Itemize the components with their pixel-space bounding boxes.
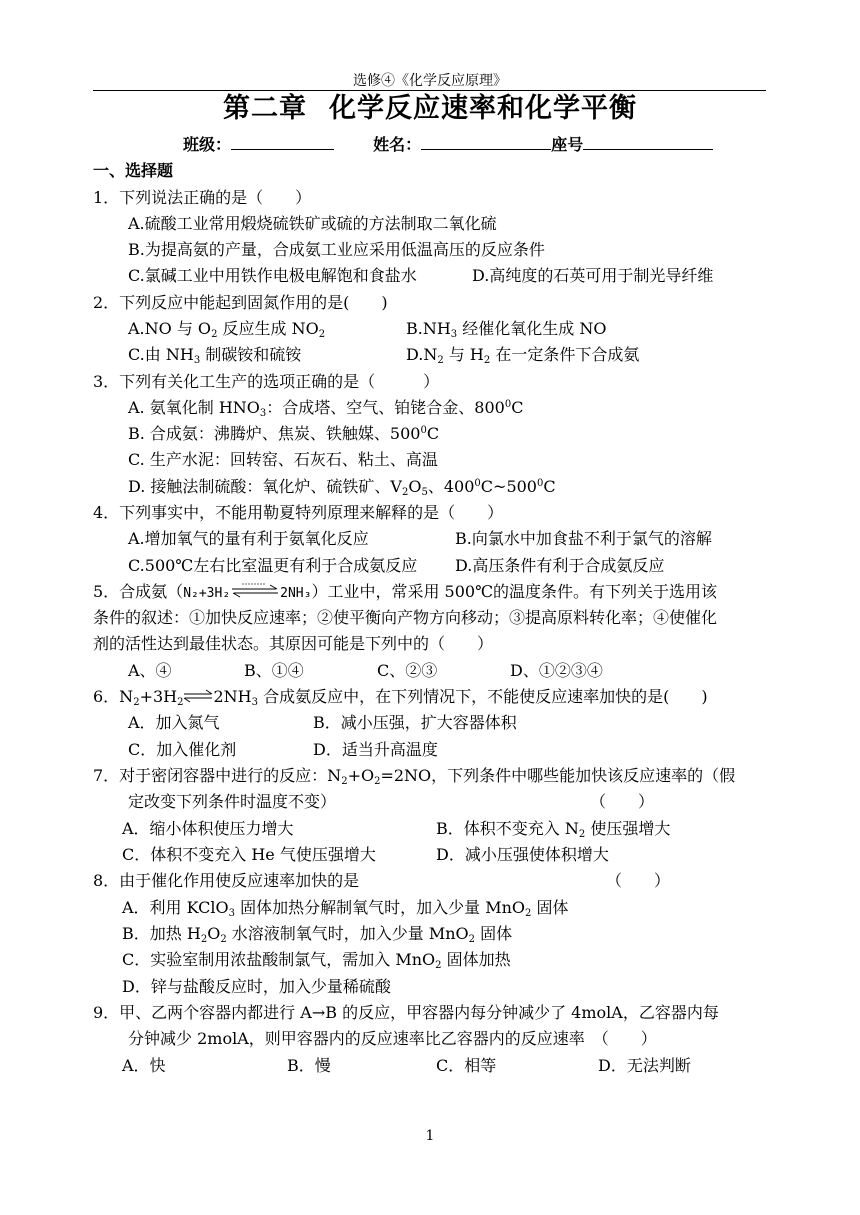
q1-option-b: B.为提高氨的产量，合成氨工业应采用低温高压的反应条件 (128, 240, 545, 259)
q2-option-d: $D.N_2$ 与 $H_2$ 在一定条件下合成氨 (406, 345, 640, 366)
q5-option-b: B、①④ (244, 661, 304, 680)
q3-stem: 3．下列有关化工生产的选项正确的是（ ） (93, 372, 440, 391)
class-blank[interactable] (231, 135, 334, 150)
reversible-arrow-icon (183, 689, 213, 703)
page-title (0, 86, 860, 125)
q7-option-d: D．减小压强使体积增大 (436, 845, 609, 864)
q7-answer-paren: （ ） (590, 792, 655, 811)
q4-option-d: D.高压条件有利于合成氨反应 (455, 556, 665, 575)
q4-option-c: C.500℃左右比室温更有利于合成氨反应 (128, 556, 418, 575)
chapter-title: 化学反应速率和化学平衡 (329, 93, 637, 124)
chapter-number: 第二章 (223, 93, 307, 124)
q2-option-c: C.由 $NH_3$ 制碳铵和硫铵 (128, 345, 302, 366)
reversible-arrow-icon (230, 582, 280, 600)
q6-option-b: B．减小压强，扩大容器体积 (313, 713, 517, 732)
q3-option-c: C. 生产水泥：回转窑、石灰石、粘土、高温 (128, 450, 438, 469)
q9-option-a: A．快 (122, 1056, 166, 1075)
q6-option-a: A．加入氮气 (128, 713, 220, 732)
page-header: 选修④《化学反应原理》 (353, 73, 507, 89)
q5-option-c: C、②③ (377, 661, 438, 680)
q7-option-c: C．体积不变充入 He 气使压强增大 (122, 845, 376, 864)
q2-option-b: $B.NH_3$ 经催化氧化生成 NO (406, 319, 607, 340)
q8-option-b: B．加热 $H_2O_2$ 水溶液制氧气时，加入少量 MnO$_2$ 固体 (122, 924, 513, 945)
q3-option-a: A. 氨氧化制 $HNO_3$：合成塔、空气、铂铑合金、$800^0C$ (128, 398, 524, 419)
q5-equation: N₂+3H₂ 2NH₃ (183, 582, 311, 605)
q3-option-b: B. 合成氨：沸腾炉、焦炭、铁触媒、$500^0C$ (128, 424, 440, 443)
q8-answer-paren: （ ） (606, 871, 671, 890)
student-info-line (183, 132, 713, 155)
q7-stem-line1: 7．对于密闭容器中进行的反应：$N_2+O_2=2NO$，下列条件中哪些能加快该反应速率的（假 (93, 766, 736, 787)
q2-option-a: A.NO 与 $O_2$ 反应生成 $NO_2$ (128, 319, 326, 340)
q1-option-c: C.氯碱工业中用铁作电极电解饱和食盐水 (128, 266, 417, 285)
q8-option-d: D．锌与盐酸反应时，加入少量稀硫酸 (122, 977, 391, 996)
q8-stem: 8．由于催化作用使反应速率加快的是 (93, 871, 360, 890)
q3-option-d: D. 接触法制硫酸：氧化炉、硫铁矿、$V_2O_5$、$400^0C\sim 500^0C$ (128, 477, 556, 498)
q2-stem: 2．下列反应中能起到固氮作用的是( ) (93, 293, 388, 312)
q9-option-b: B．慢 (287, 1056, 331, 1075)
q6-option-d: D．适当升高温度 (313, 740, 438, 759)
q1-option-d: D.高纯度的石英可用于制光导纤维 (472, 266, 714, 285)
q7-stem-line2: 定改变下列条件时温度不变） (128, 792, 337, 811)
seat-label: 座号 (551, 135, 584, 154)
q9-option-d: D．无法判断 (598, 1056, 691, 1075)
q4-option-b: B.向氯水中加食盐不利于氯气的溶解 (455, 529, 712, 548)
q6-option-c: C．加入催化剂 (128, 740, 237, 759)
q9-stem-line1: 9．甲、乙两个容器内都进行 A→B 的反应，甲容器内每分钟减少了 4molA，乙容器内每 (93, 1003, 719, 1022)
name-label: 姓名： (373, 135, 422, 154)
q6-stem: 6．$N_2+3H_2$ $2NH_3$ 合成氨反应中，在下列情况下，不能使反应速率加快的是( ) (93, 687, 708, 708)
q5-stem-line1: 5．合成氨（N₂+3H₂ 2NH₃）工业中，常采用 500℃的温度条件。有下列关于选用该 (93, 581, 717, 605)
q7-option-a: A．缩小体积使压力增大 (122, 819, 294, 838)
q9-option-c: C．相等 (436, 1056, 497, 1075)
seat-blank[interactable] (583, 135, 713, 150)
q1-option-a: A.硫酸工业常用煅烧硫铁矿或硫的方法制取二氧化硫 (128, 214, 497, 233)
class-label: 班级： (183, 135, 232, 154)
q5-option-d: D、①②③④ (510, 661, 603, 680)
q4-stem: 4．下列事实中，不能用勒夏特列原理来解释的是（ ） (93, 503, 504, 522)
q9-stem-line2: 分钟减少 2molA，则甲容器内的反应速率比乙容器内的反应速率 （ ） (128, 1029, 657, 1048)
q4-option-a: A.增加氧气的量有利于氨氧化反应 (128, 529, 369, 548)
name-blank[interactable] (421, 135, 551, 150)
q5-stem-line2: 条件的叙述：①加快反应速率；②使平衡向产物方向移动；③提高原料转化率；④使催化 (93, 608, 718, 627)
q5-option-a: A、④ (128, 661, 172, 680)
q8-option-a: A．利用 KClO$_3$ 固体加热分解制氧气时，加入少量 MnO$_2$ 固体 (122, 898, 569, 919)
q1-stem: 1．下列说法正确的是（ ） (93, 188, 312, 207)
section-heading: 一、选择题 (93, 161, 174, 180)
q8-option-c: C．实验室制用浓盐酸制氯气，需加入 MnO$_2$ 固体加热 (122, 950, 511, 971)
q5-stem-line3: 剂的活性达到最佳状态。其原因可能是下列中的（ ） (93, 634, 494, 653)
q7-option-b: B．体积不变充入 $N_2$ 使压强增大 (436, 819, 671, 840)
page-number: 1 (425, 1128, 435, 1144)
